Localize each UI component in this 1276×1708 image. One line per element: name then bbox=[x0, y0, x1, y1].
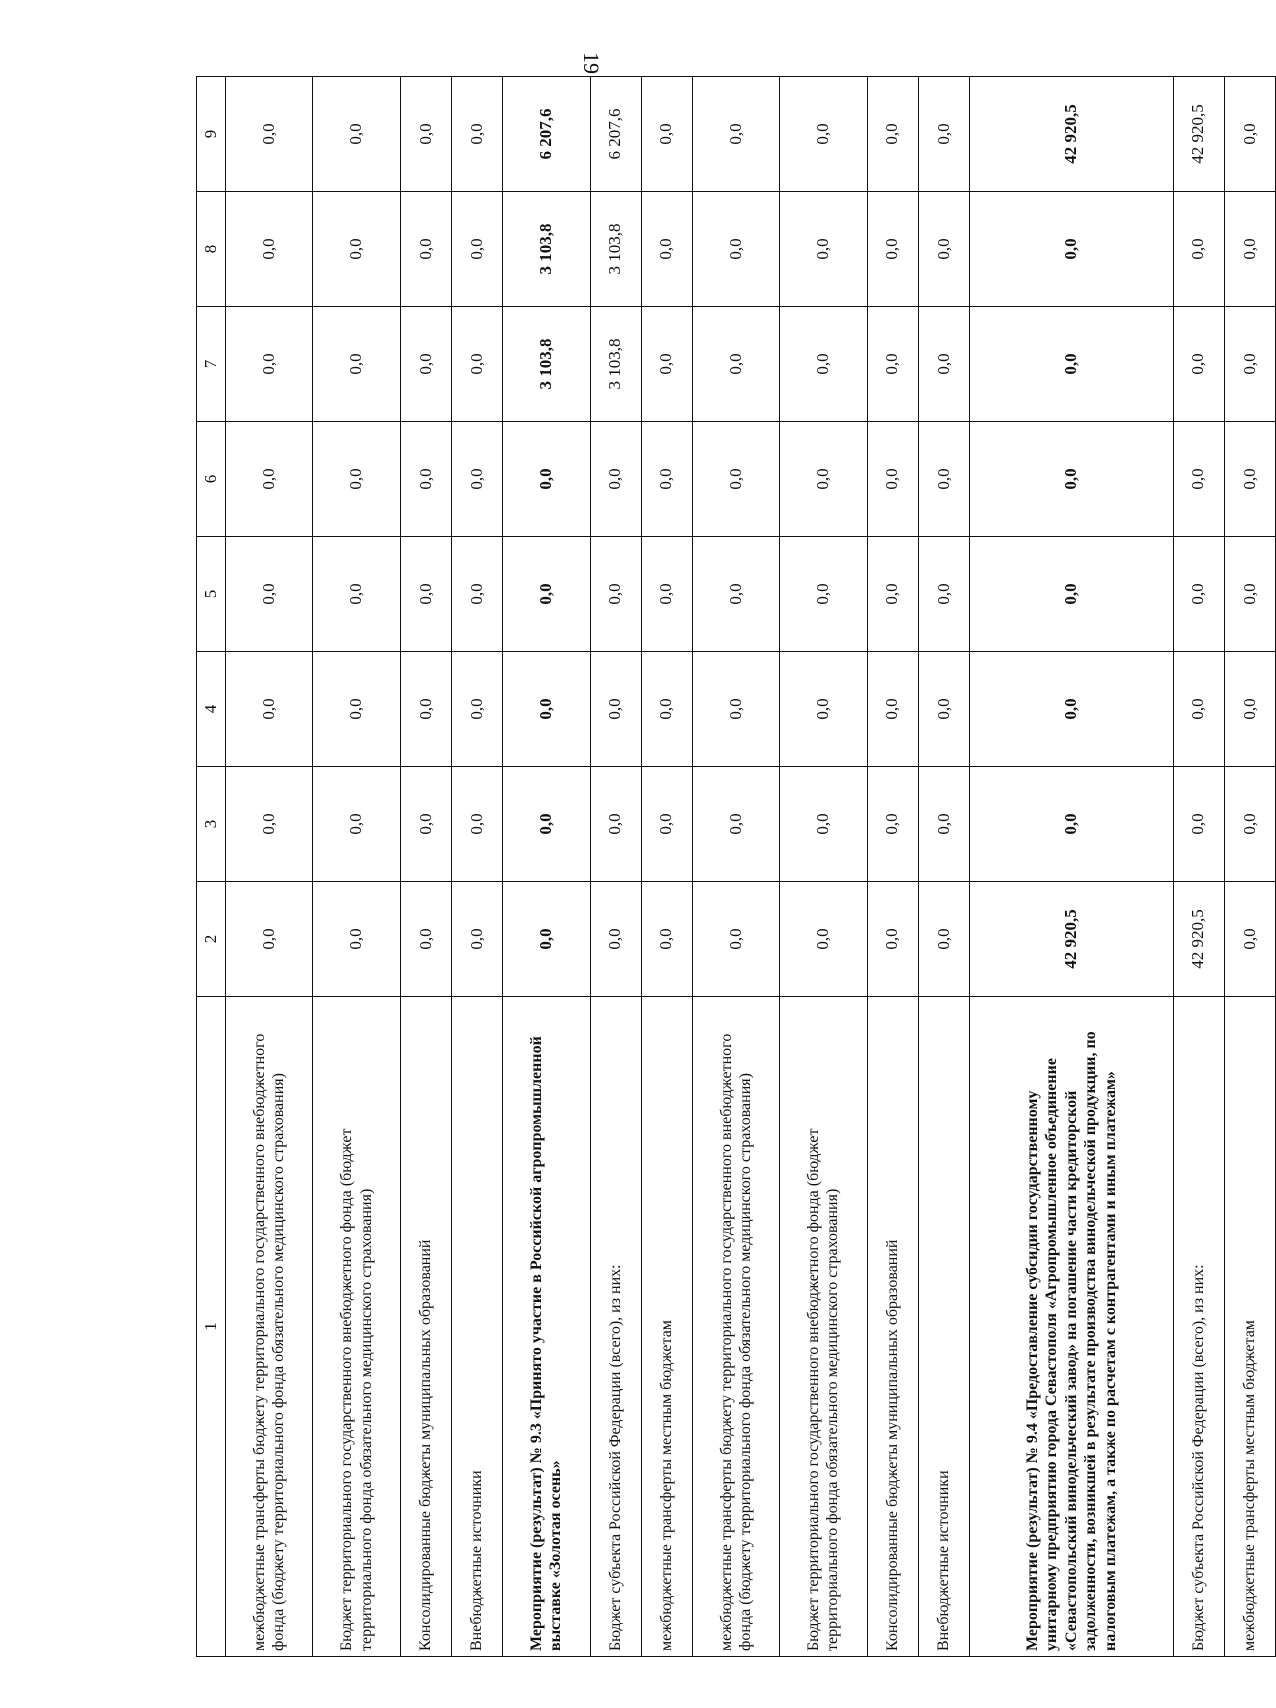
value-cell: 0,0 bbox=[226, 537, 313, 652]
table-row bbox=[226, 77, 313, 1657]
value-cell: 0,0 bbox=[590, 652, 641, 767]
value-cell: 0,0 bbox=[780, 652, 867, 767]
table-row bbox=[452, 77, 503, 1657]
table-row bbox=[590, 77, 641, 1657]
value-cell: 0,0 bbox=[1173, 652, 1224, 767]
value-cell: 0,0 bbox=[969, 537, 1173, 652]
value-cell: 0,0 bbox=[313, 422, 400, 537]
value-cell: 42 920,5 bbox=[969, 77, 1173, 192]
table-row bbox=[692, 77, 779, 1657]
value-cell: 0,0 bbox=[503, 422, 590, 537]
value-cell: 0,0 bbox=[692, 77, 779, 192]
row-label: Бюджет территориального государственного внебюджетного фонда (бюджет территориального фонда обязательного медицинского страхования) bbox=[313, 997, 400, 1657]
value-cell: 0,0 bbox=[692, 307, 779, 422]
value-cell: 0,0 bbox=[918, 882, 969, 997]
value-cell: 0,0 bbox=[503, 767, 590, 882]
value-cell: 0,0 bbox=[780, 77, 867, 192]
value-cell: 42 920,5 bbox=[1173, 77, 1224, 192]
value-cell: 0,0 bbox=[400, 422, 451, 537]
value-cell: 0,0 bbox=[780, 537, 867, 652]
row-label: Бюджет субъекта Российской Федерации (всего), из них: bbox=[1173, 997, 1224, 1657]
table-row bbox=[1224, 77, 1275, 1657]
value-cell: 0,0 bbox=[452, 537, 503, 652]
header-row bbox=[197, 77, 226, 1657]
table-row bbox=[969, 77, 1173, 1657]
value-cell: 0,0 bbox=[692, 422, 779, 537]
header-cell: 1 bbox=[197, 997, 226, 1657]
value-cell: 0,0 bbox=[313, 537, 400, 652]
value-cell: 0,0 bbox=[867, 652, 918, 767]
value-cell: 0,0 bbox=[641, 882, 692, 997]
value-cell: 0,0 bbox=[590, 422, 641, 537]
value-cell: 0,0 bbox=[780, 882, 867, 997]
value-cell: 0,0 bbox=[503, 652, 590, 767]
value-cell: 3 103,8 bbox=[590, 307, 641, 422]
value-cell: 0,0 bbox=[400, 537, 451, 652]
row-label: Мероприятие (результат) № 9.3 «Принято участие в Российской агропромышленной выставке «Золотая осень» bbox=[503, 997, 590, 1657]
value-cell: 0,0 bbox=[867, 537, 918, 652]
value-cell: 0,0 bbox=[400, 192, 451, 307]
value-cell: 42 920,5 bbox=[969, 882, 1173, 997]
value-cell: 3 103,8 bbox=[503, 192, 590, 307]
value-cell: 0,0 bbox=[503, 882, 590, 997]
value-cell: 0,0 bbox=[400, 767, 451, 882]
header-cell: 7 bbox=[197, 307, 226, 422]
header-cell: 5 bbox=[197, 537, 226, 652]
value-cell: 0,0 bbox=[226, 652, 313, 767]
header-cell: 2 bbox=[197, 882, 226, 997]
value-cell: 0,0 bbox=[1173, 192, 1224, 307]
value-cell: 0,0 bbox=[692, 882, 779, 997]
value-cell: 0,0 bbox=[780, 192, 867, 307]
row-label: Бюджет территориального государственного внебюджетного фонда (бюджет территориального фонда обязательного медицинского страхования) bbox=[780, 997, 867, 1657]
value-cell: 42 920,5 bbox=[1173, 882, 1224, 997]
value-cell: 0,0 bbox=[313, 882, 400, 997]
value-cell: 0,0 bbox=[918, 652, 969, 767]
value-cell: 6 207,6 bbox=[590, 77, 641, 192]
header-cell: 6 bbox=[197, 422, 226, 537]
value-cell: 0,0 bbox=[226, 192, 313, 307]
value-cell: 0,0 bbox=[1173, 422, 1224, 537]
row-label: Консолидированные бюджеты муниципальных образований bbox=[400, 997, 451, 1657]
table-body bbox=[226, 77, 1276, 1657]
value-cell: 0,0 bbox=[867, 307, 918, 422]
value-cell: 0,0 bbox=[1224, 652, 1275, 767]
value-cell: 0,0 bbox=[641, 192, 692, 307]
value-cell: 0,0 bbox=[400, 77, 451, 192]
value-cell: 0,0 bbox=[780, 307, 867, 422]
value-cell: 0,0 bbox=[313, 192, 400, 307]
value-cell: 0,0 bbox=[969, 307, 1173, 422]
value-cell: 0,0 bbox=[918, 767, 969, 882]
value-cell: 0,0 bbox=[641, 77, 692, 192]
value-cell: 0,0 bbox=[867, 77, 918, 192]
value-cell: 0,0 bbox=[452, 307, 503, 422]
value-cell: 0,0 bbox=[918, 77, 969, 192]
value-cell: 0,0 bbox=[641, 652, 692, 767]
value-cell: 0,0 bbox=[969, 422, 1173, 537]
value-cell: 0,0 bbox=[1224, 537, 1275, 652]
value-cell: 0,0 bbox=[590, 537, 641, 652]
value-cell: 0,0 bbox=[692, 767, 779, 882]
row-label: межбюджетные трансферты бюджету территориального государственного внебюджетного фонда (бюджету территориального фонда обязательного медицинского страхования) bbox=[226, 997, 313, 1657]
table-row bbox=[1173, 77, 1224, 1657]
table-row bbox=[780, 77, 867, 1657]
value-cell: 6 207,6 bbox=[503, 77, 590, 192]
value-cell: 0,0 bbox=[400, 652, 451, 767]
page-number: 19 bbox=[579, 52, 604, 74]
budget-table bbox=[196, 76, 1276, 1657]
value-cell: 0,0 bbox=[452, 192, 503, 307]
value-cell: 0,0 bbox=[780, 422, 867, 537]
value-cell: 0,0 bbox=[918, 192, 969, 307]
value-cell: 0,0 bbox=[452, 767, 503, 882]
value-cell: 0,0 bbox=[400, 882, 451, 997]
value-cell: 0,0 bbox=[400, 307, 451, 422]
value-cell: 0,0 bbox=[692, 652, 779, 767]
value-cell: 0,0 bbox=[226, 77, 313, 192]
row-label: межбюджетные трансферты местным бюджетам bbox=[1224, 997, 1275, 1657]
header-cell: 3 bbox=[197, 767, 226, 882]
value-cell: 0,0 bbox=[1224, 307, 1275, 422]
value-cell: 0,0 bbox=[641, 307, 692, 422]
row-label: Внебюджетные источники bbox=[452, 997, 503, 1657]
value-cell: 0,0 bbox=[313, 77, 400, 192]
table-row bbox=[503, 77, 590, 1657]
value-cell: 0,0 bbox=[1224, 422, 1275, 537]
value-cell: 0,0 bbox=[969, 767, 1173, 882]
row-label: межбюджетные трансферты местным бюджетам bbox=[641, 997, 692, 1657]
value-cell: 0,0 bbox=[313, 652, 400, 767]
value-cell: 0,0 bbox=[867, 192, 918, 307]
value-cell: 0,0 bbox=[226, 422, 313, 537]
value-cell: 0,0 bbox=[969, 652, 1173, 767]
value-cell: 0,0 bbox=[641, 767, 692, 882]
value-cell: 0,0 bbox=[452, 422, 503, 537]
header-cell: 8 bbox=[197, 192, 226, 307]
value-cell: 0,0 bbox=[867, 882, 918, 997]
table-row bbox=[400, 77, 451, 1657]
table-row bbox=[867, 77, 918, 1657]
value-cell: 0,0 bbox=[1173, 537, 1224, 652]
row-label: Бюджет субъекта Российской Федерации (всего), из них: bbox=[590, 997, 641, 1657]
value-cell: 0,0 bbox=[780, 767, 867, 882]
value-cell: 0,0 bbox=[1224, 77, 1275, 192]
value-cell: 0,0 bbox=[226, 882, 313, 997]
value-cell: 0,0 bbox=[641, 537, 692, 652]
rotated-table-wrapper bbox=[196, 77, 1276, 1657]
header-cell: 4 bbox=[197, 652, 226, 767]
value-cell: 0,0 bbox=[226, 767, 313, 882]
value-cell: 0,0 bbox=[313, 767, 400, 882]
row-label: Мероприятие (результат) № 9.4 «Предоставление субсидии государственному унитарному предприятию города Севастополя «Агропромышленное объединение «Севастопольский винодельческий завод» на погашение части кредиторской задолженности, возникшей в результате производства винодельческой продукции, по налоговым платежам, а также по расчетам с контрагентами и иным платежам» bbox=[969, 997, 1173, 1657]
row-label: Внебюджетные источники bbox=[918, 997, 969, 1657]
value-cell: 0,0 bbox=[1173, 767, 1224, 882]
value-cell: 3 103,8 bbox=[503, 307, 590, 422]
value-cell: 0,0 bbox=[692, 537, 779, 652]
value-cell: 0,0 bbox=[692, 192, 779, 307]
table-row bbox=[918, 77, 969, 1657]
value-cell: 0,0 bbox=[918, 307, 969, 422]
value-cell: 0,0 bbox=[641, 422, 692, 537]
value-cell: 0,0 bbox=[918, 422, 969, 537]
value-cell: 0,0 bbox=[1224, 192, 1275, 307]
value-cell: 0,0 bbox=[1224, 767, 1275, 882]
value-cell: 0,0 bbox=[226, 307, 313, 422]
value-cell: 0,0 bbox=[313, 307, 400, 422]
row-label: Консолидированные бюджеты муниципальных образований bbox=[867, 997, 918, 1657]
value-cell: 0,0 bbox=[969, 192, 1173, 307]
value-cell: 0,0 bbox=[590, 882, 641, 997]
value-cell: 0,0 bbox=[867, 422, 918, 537]
header-cell: 9 bbox=[197, 77, 226, 192]
value-cell: 0,0 bbox=[918, 537, 969, 652]
table-row bbox=[641, 77, 692, 1657]
value-cell: 3 103,8 bbox=[590, 192, 641, 307]
value-cell: 0,0 bbox=[1224, 882, 1275, 997]
row-label: межбюджетные трансферты бюджету территориального государственного внебюджетного фонда (бюджету территориального фонда обязательного медицинского страхования) bbox=[692, 997, 779, 1657]
table-row bbox=[313, 77, 400, 1657]
value-cell: 0,0 bbox=[452, 77, 503, 192]
value-cell: 0,0 bbox=[452, 652, 503, 767]
value-cell: 0,0 bbox=[1173, 307, 1224, 422]
value-cell: 0,0 bbox=[590, 767, 641, 882]
value-cell: 0,0 bbox=[867, 767, 918, 882]
value-cell: 0,0 bbox=[503, 537, 590, 652]
value-cell: 0,0 bbox=[452, 882, 503, 997]
